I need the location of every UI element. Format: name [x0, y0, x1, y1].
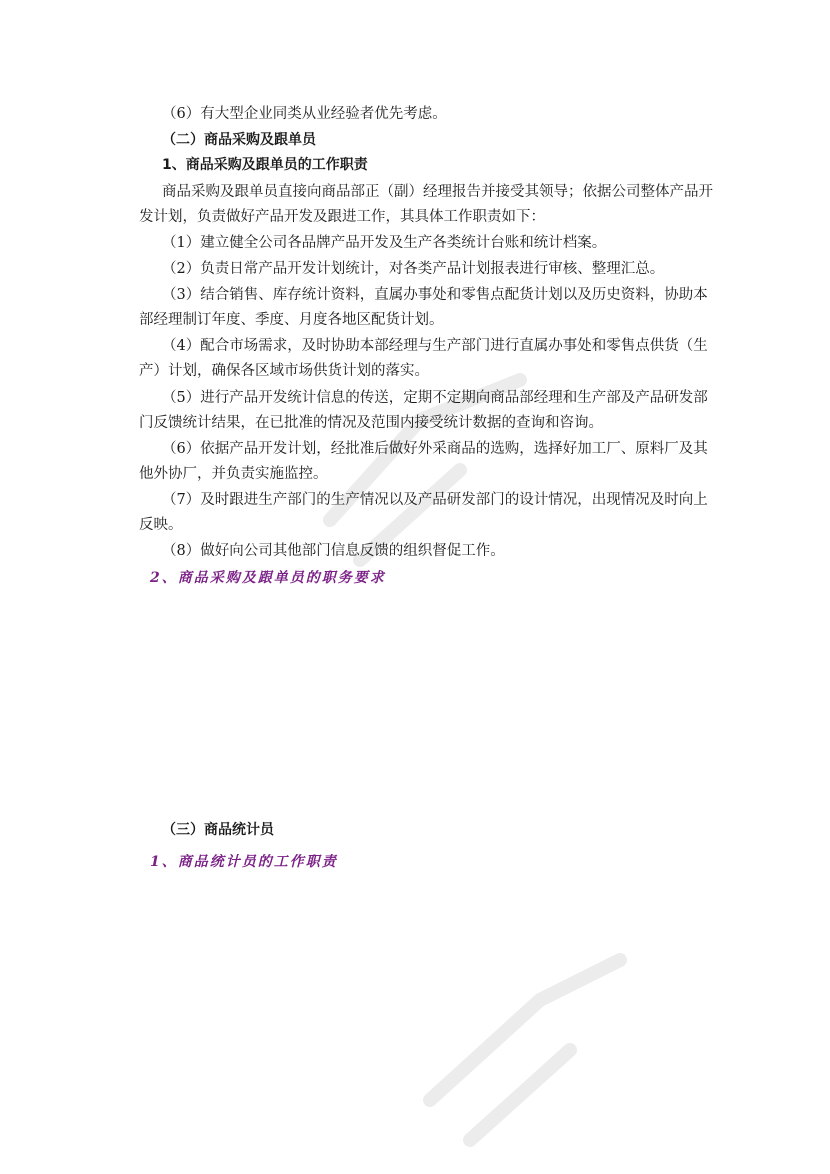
duty-item-6-line-1: （6）依据产品开发计划，经批准后做好外采商品的选购，选择好加工厂、原料厂及其 — [162, 441, 708, 457]
duty-item-7-line-2: 反映。 — [139, 517, 183, 533]
duty-item-6-line-2: 他外协厂，并负责实施监控。 — [139, 466, 328, 482]
duty-item-8: （8）做好向公司其他部门信息反馈的组织督促工作。 — [162, 543, 505, 559]
duty-item-3-line-1: （3）结合销售、库存统计资料，直属办事处和零售点配货计划以及历史资料，协助本 — [162, 287, 708, 303]
duty-item-2: （2）负责日常产品开发计划统计，对各类产品计划报表进行审核、整理汇总。 — [162, 261, 665, 277]
paragraph-intro-line-1: 商品采购及跟单员直接向商品部正（副）经理报告并接受其领导；依据公司整体产品开 — [162, 184, 713, 200]
subsection-heading-requirements: 2、商品采购及跟单员的职务要求 — [150, 570, 386, 586]
requirement-item-6: （6）有大型企业同类从业经验者优先考虑。 — [162, 106, 447, 122]
section-heading-2: （二）商品采购及跟单员 — [162, 132, 316, 148]
duty-item-5-line-2: 门反馈统计结果，在已批准的情况及范围内接受统计数据的查询和咨询。 — [139, 415, 603, 431]
duty-item-3-line-2: 部经理制订年度、季度、月度各地区配货计划。 — [139, 312, 444, 328]
duty-item-4-line-1: （4）配合市场需求，及时协助本部经理与生产部门进行直属办事处和零售点供货（生 — [162, 338, 708, 354]
subsection-heading-statistician-duties: 1、商品统计员的工作职责 — [150, 854, 338, 870]
duty-item-5-line-1: （5）进行产品开发统计信息的传送，定期不定期向商品部经理和生产部及产品研发部 — [162, 390, 708, 406]
duty-item-4-line-2: 产）计划，确保各区域市场供货计划的落实。 — [139, 363, 429, 379]
subsection-heading-duties: 1、商品采购及跟单员的工作职责 — [162, 157, 368, 173]
section-heading-3: （三）商品统计员 — [162, 822, 274, 838]
duty-item-1: （1）建立健全公司各品牌产品开发及生产各类统计台账和统计档案。 — [162, 235, 607, 251]
paragraph-intro-line-2: 发计划，负责做好产品开发及跟进工作，其具体工作职责如下： — [139, 209, 545, 225]
duty-item-7-line-1: （7）及时跟进生产部门的生产情况以及产品研发部门的设计情况，出现情况及时向上 — [162, 492, 708, 508]
